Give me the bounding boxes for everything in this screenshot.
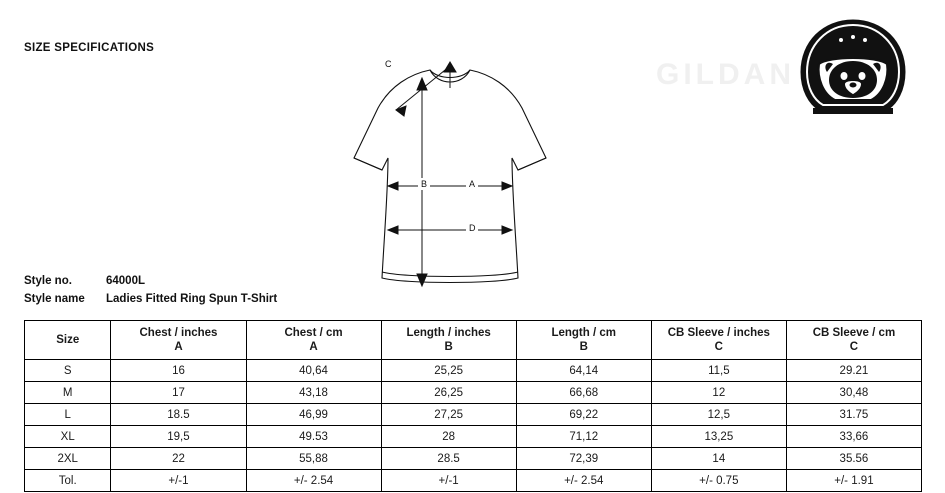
table-header-chest-inches-sub: A [174,341,183,353]
cell-cbsleeve-cm: +/- 1.91 [786,470,921,492]
cell-chest-inches: 16 [111,360,246,382]
diagram-label-b: B [421,179,428,189]
cell-chest-cm: +/- 2.54 [246,470,381,492]
cell-chest-cm: 49.53 [246,426,381,448]
table-row [25,470,922,492]
cell-size: S [25,360,111,382]
cell-chest-inches: 22 [111,448,246,470]
cell-cbsleeve-inches: 12 [651,382,786,404]
style-number-label: Style no. [24,275,72,287]
cell-length-cm: 66,68 [516,382,651,404]
cell-length-inches: +/-1 [381,470,516,492]
size-specifications-table [24,320,922,492]
table-header-cbsleeve-cm-sub: C [849,341,859,353]
table-header-chest-inches [111,321,246,360]
style-name-value: Ladies Fitted Ring Spun T-Shirt [106,293,278,305]
cell-length-inches: 28.5 [381,448,516,470]
table-header-chest-cm-title: Chest / cm [284,327,343,339]
diagram-label-c: C [385,59,392,69]
table-header-chest-cm-sub: A [309,341,318,353]
cell-cbsleeve-cm: 33,66 [786,426,921,448]
cell-chest-cm: 40,64 [246,360,381,382]
cell-length-cm: 69,22 [516,404,651,426]
cell-size: Tol. [25,470,111,492]
table-header-row [25,321,922,360]
cell-chest-inches: 18.5 [111,404,246,426]
table-header-length-inches [381,321,516,360]
tshirt-measurement-diagram [300,40,600,290]
table-row [25,360,922,382]
table-header-length-cm-sub: B [579,341,588,353]
cell-cbsleeve-cm: 29.21 [786,360,921,382]
style-number-value: 64000L [106,275,146,287]
table-header-length-cm-title: Length / cm [551,327,616,339]
cell-length-cm: 64,14 [516,360,651,382]
cell-chest-cm: 43,18 [246,382,381,404]
page-title: SIZE SPECIFICATIONS [24,42,155,54]
style-number-row [24,272,277,290]
table-header-size-title: Size [56,334,80,346]
table-header-cbsleeve-inches-title: CB Sleeve / inches [667,327,770,339]
cell-chest-inches: +/-1 [111,470,246,492]
cell-length-inches: 26,25 [381,382,516,404]
diagram-label-a: A [469,179,476,189]
cell-cbsleeve-cm: 31.75 [786,404,921,426]
table-row [25,382,922,404]
table-header-size [25,321,111,360]
table-header-length-inches-title: Length / inches [406,327,491,339]
cell-cbsleeve-inches: 12,5 [651,404,786,426]
cell-chest-cm: 55,88 [246,448,381,470]
table-header-cbsleeve-cm-title: CB Sleeve / cm [812,327,896,339]
cell-length-cm: +/- 2.54 [516,470,651,492]
cell-cbsleeve-cm: 35.56 [786,448,921,470]
cell-cbsleeve-inches: 11,5 [651,360,786,382]
cell-size: 2XL [25,448,111,470]
table-header-chest-cm [246,321,381,360]
brand-watermark: GILDAN [656,58,795,91]
table-header-cbsleeve-cm [786,321,921,360]
cell-chest-inches: 17 [111,382,246,404]
cell-cbsleeve-inches: 14 [651,448,786,470]
cell-length-inches: 27,25 [381,404,516,426]
bulldog-helmet-logo-icon [783,16,923,121]
cell-length-inches: 28 [381,426,516,448]
cell-cbsleeve-cm: 30,48 [786,382,921,404]
table-row [25,426,922,448]
diagram-label-d: D [469,223,476,233]
cell-length-inches: 25,25 [381,360,516,382]
style-info [24,272,277,308]
style-name-row [24,290,277,308]
cell-length-cm: 72,39 [516,448,651,470]
table-header-cbsleeve-inches-sub: C [714,341,723,353]
cell-size: XL [25,426,111,448]
table-header-chest-inches-title: Chest / inches [139,327,218,339]
table-row [25,404,922,426]
table-header-cbsleeve-inches [651,321,786,360]
cell-chest-inches: 19,5 [111,426,246,448]
table-header-length-cm [516,321,651,360]
cell-size: M [25,382,111,404]
style-name-label: Style name [24,293,85,305]
cell-chest-cm: 46,99 [246,404,381,426]
table-row [25,448,922,470]
table-header-length-inches-sub: B [444,341,453,353]
cell-cbsleeve-inches: 13,25 [651,426,786,448]
cell-size: L [25,404,111,426]
cell-length-cm: 71,12 [516,426,651,448]
cell-cbsleeve-inches: +/- 0.75 [651,470,786,492]
